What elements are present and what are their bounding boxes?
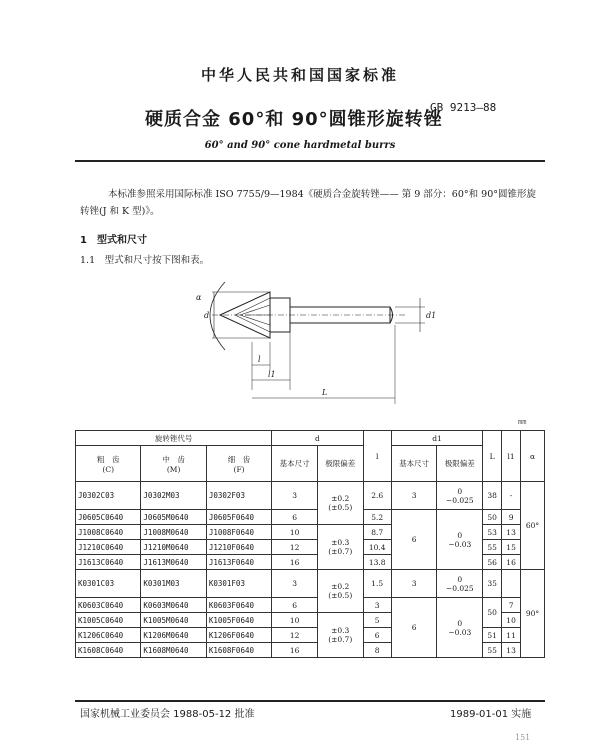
- label-L: L: [322, 388, 328, 397]
- medium-header: 中 齿 (M): [141, 446, 206, 482]
- table-row: J0605C0640 J0605M0640 J0605F0640 6 5.2 6 0 −0.03 50 9: [76, 510, 545, 525]
- table-row: K1005C0640 K1005M0640 K1005F0640 10 ±0.3 (±0.7) 5 10: [76, 613, 545, 628]
- alpha-header: α: [521, 431, 545, 482]
- l-header: l: [363, 431, 391, 482]
- label-d: d: [204, 311, 210, 320]
- d1-tolerance-six-k: 0 −0.03: [437, 598, 483, 658]
- alpha-k: 90°: [521, 570, 545, 658]
- table-row: J1613C0640 J1613M0640 J1613F0640 16 13.8 56 16: [76, 555, 545, 570]
- l1-header: l1: [502, 431, 521, 482]
- d1-limit-dev-header: 极限偏差: [437, 446, 483, 482]
- top-rule: [75, 160, 545, 162]
- code-group-header: 旋转锉代号: [76, 431, 272, 446]
- d-tolerance-large: ±0.3 (±0.7): [317, 525, 363, 570]
- d1-tolerance-small-k: 0 −0.025: [437, 570, 483, 598]
- L-header: L: [483, 431, 502, 482]
- standard-code: GB 9213—88: [430, 101, 497, 114]
- table-row: J1210C0640 J1210M0640 J1210F0640 12 10.4 55 15: [76, 540, 545, 555]
- section-1-heading: 1 型式和尺寸: [80, 235, 147, 246]
- d-limit-dev-header: 极限偏差: [317, 446, 363, 482]
- national-standard-heading: 中华人民共和国国家标准: [200, 66, 399, 84]
- d1-tolerance-six-j: 0 −0.03: [437, 510, 483, 570]
- d-tolerance-large-k: ±0.3 (±0.7): [317, 613, 363, 658]
- english-title: 60° and 90° cone hardmetal burrs: [204, 140, 396, 151]
- d1-six-k: 6: [391, 598, 437, 658]
- d1-six-j: 6: [391, 510, 437, 570]
- d-tolerance-small-k: ±0.2 (±0.5): [317, 570, 363, 613]
- d1-basic-size-header: 基本尺寸: [391, 446, 437, 482]
- coarse-header: 粗 齿 (C): [76, 446, 141, 482]
- table-row: K0301C03 K0301M03 K0301F03 3 ±0.2 (±0.5) 1.5 3 0 −0.025 35 90°: [76, 570, 545, 598]
- section-1-1-text: 1.1 型式和尺寸按下图和表。: [80, 255, 210, 266]
- d1-tolerance-small: 0 −0.025: [437, 482, 483, 510]
- label-l: l: [258, 355, 261, 364]
- dimension-table: [75, 430, 545, 658]
- fine-header: 细 齿 (F): [206, 446, 271, 482]
- page-number: 151: [515, 733, 531, 742]
- bottom-rule: [75, 700, 545, 702]
- table-row: J0302C03 J0302M03 J0302F03 3 ±0.2 (±0.5) 2.6 3 0 −0.025 38 - 60°: [76, 482, 545, 510]
- unit-label: mm: [518, 418, 527, 426]
- table-row: J1008C0640 J1008M0640 J1008F0640 10 ±0.3 (±0.7) 8.7 53 13: [76, 525, 545, 540]
- table-row: K1206C0640 K1206M0640 K1206F0640 12 6 51 11: [76, 628, 545, 643]
- table-row: K0603C0640 K0603M0640 K0603F0640 6 3 6 0 −0.03 50 7: [76, 598, 545, 613]
- implementation-date: 1989-01-01 实施: [450, 709, 532, 720]
- alpha-j: 60°: [521, 482, 545, 570]
- d-header: d: [272, 431, 363, 446]
- table-row: K1608C0640 K1608M0640 K1608F0640 16 8 55 13: [76, 643, 545, 658]
- d-basic-size-header: 基本尺寸: [272, 446, 318, 482]
- label-l1: l1: [268, 370, 276, 379]
- d1-header: d1: [391, 431, 482, 446]
- intro-paragraph: 本标准参照采用国际标准 ISO 7755/9—1984《硬质合金旋转锉—— 第 9 部分：60°和 90°圆锥形旋转锉(J 和 K 型)》。: [80, 189, 536, 217]
- label-alpha: α: [196, 293, 202, 302]
- label-d1: d1: [426, 311, 437, 320]
- d-tolerance-small: ±0.2 (±0.5): [317, 482, 363, 525]
- document-title: 硬质合金 60°和 90°圆锥形旋转锉: [145, 109, 443, 130]
- burr-drawing: [190, 270, 450, 410]
- k-L-group: 50: [483, 598, 502, 628]
- approval-note: 国家机械工业委员会 1988-05-12 批准: [80, 709, 255, 720]
